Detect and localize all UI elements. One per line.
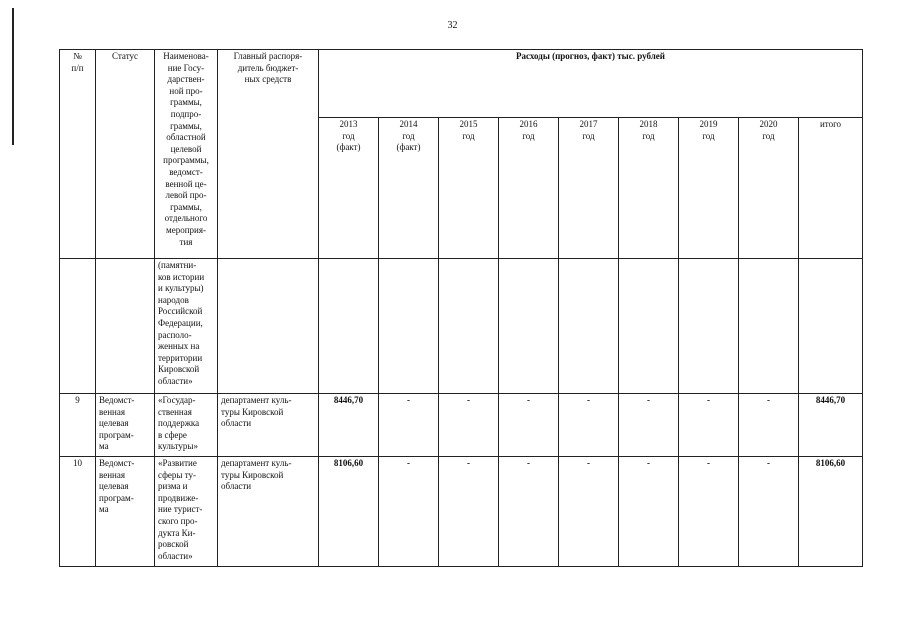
header-num: № п/п <box>60 50 96 259</box>
value-2016: - <box>499 457 559 567</box>
value-2020: - <box>739 394 799 457</box>
value-2017: - <box>559 394 619 457</box>
row-num: 9 <box>60 394 96 457</box>
page-number: 32 <box>447 20 458 31</box>
header-year-2014: 2014 год (факт) <box>379 118 439 259</box>
row-manager: департамент куль- туры Кировской области <box>218 394 319 457</box>
value-2014: - <box>379 457 439 567</box>
header-status: Статус <box>96 50 155 259</box>
header-year-2013: 2013 год (факт) <box>319 118 379 259</box>
table-row <box>60 457 863 567</box>
value-2014: - <box>379 394 439 457</box>
table-row <box>60 394 863 457</box>
header-year-2015: 2015 год <box>439 118 499 259</box>
value-2018: - <box>619 394 679 457</box>
row-num: 10 <box>60 457 96 567</box>
value-total: 8446,70 <box>799 394 863 457</box>
value-2018: - <box>619 457 679 567</box>
value-2017: - <box>559 457 619 567</box>
value-2019: - <box>679 457 739 567</box>
header-year-2020: 2020 год <box>739 118 799 259</box>
value-2020: - <box>739 457 799 567</box>
value-2015: - <box>439 457 499 567</box>
table-row <box>60 259 863 394</box>
header-year-2017: 2017 год <box>559 118 619 259</box>
value-2016: - <box>499 394 559 457</box>
header-year-2018: 2018 год <box>619 118 679 259</box>
row-name: «Развитие сферы ту- ризма и продвиже- ние турист- ского про- дукта Ки- ровской области» <box>155 457 218 567</box>
header-year-2016: 2016 год <box>499 118 559 259</box>
header-manager: Главный распоря- дитель бюджет- ных средств <box>218 50 319 259</box>
row-name: «Государ- ственная поддержка в сфере культуры» <box>155 394 218 457</box>
row-status: Ведомст- венная целевая програм- ма <box>96 394 155 457</box>
expenses-table <box>59 49 863 567</box>
value-2013: 8446,70 <box>319 394 379 457</box>
value-2019: - <box>679 394 739 457</box>
row-status: Ведомст- венная целевая програм- ма <box>96 457 155 567</box>
value-2013: 8106,60 <box>319 457 379 567</box>
continuation-name: (памятни- ков истории и культуры) народов Российской Федерации, располо- женных на территории Кировской области» <box>155 259 218 394</box>
header-name: Наименова- ние Госу- дарствен- ной про- граммы, подпро- граммы, областной целевой программы, ведомст- венной це- левой про- граммы, отдельного мероприя- тия <box>155 50 218 259</box>
header-year-2019: 2019 год <box>679 118 739 259</box>
header-expenses: Расходы (прогноз, факт) тыс. рублей <box>319 50 863 118</box>
value-total: 8106,60 <box>799 457 863 567</box>
header-total: итого <box>799 118 863 259</box>
value-2015: - <box>439 394 499 457</box>
row-manager: департамент куль- туры Кировской области <box>218 457 319 567</box>
